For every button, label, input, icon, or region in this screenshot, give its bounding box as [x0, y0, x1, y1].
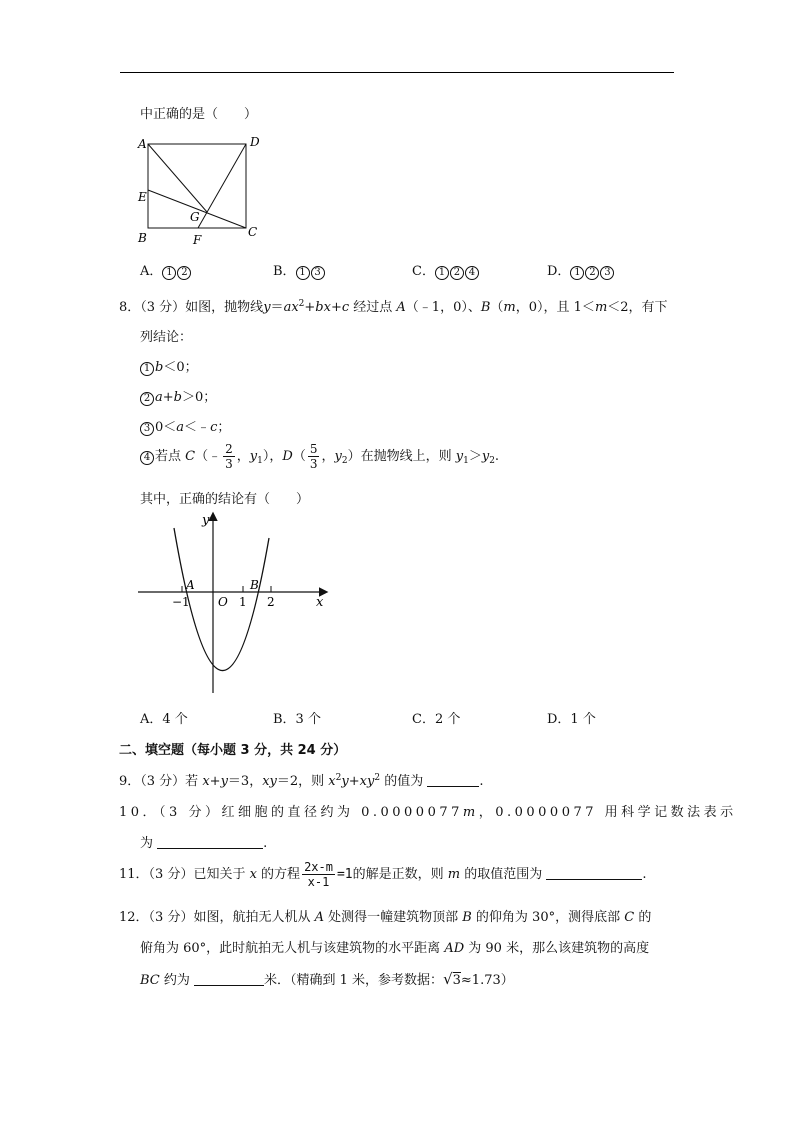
text: ，0.0000077 用科学记数法表示: [478, 805, 737, 820]
var: y: [263, 300, 271, 315]
text: ＝2，则: [276, 774, 329, 789]
text: ），: [262, 449, 283, 464]
tick-label-neg1: −1: [172, 595, 190, 609]
exponent: 2: [374, 773, 381, 783]
text: .: [263, 836, 268, 851]
q8-option-d[interactable]: D．1 个: [547, 712, 596, 727]
label-G: G: [190, 210, 200, 224]
text: 9．（3 分）若: [119, 774, 203, 789]
q7-option-a[interactable]: [140, 260, 192, 280]
circled-number: 2: [177, 266, 191, 280]
var: A: [396, 300, 406, 315]
op: +: [162, 390, 174, 405]
fraction-two-thirds: [223, 442, 235, 471]
label-D: D: [250, 135, 260, 149]
text: =1: [336, 867, 353, 882]
op: ＞: [468, 449, 482, 464]
text: 0＜: [155, 420, 177, 435]
text: 若点: [155, 449, 186, 464]
label-C: C: [248, 225, 258, 239]
var: C: [624, 910, 635, 925]
circled-number: 2: [450, 266, 464, 280]
segment-DF: [198, 144, 246, 228]
text: （: [490, 300, 504, 315]
exponent: 2: [335, 773, 342, 783]
text: 俯角为 60°，此时航拍无人机与该建筑物的水平距离: [140, 941, 445, 956]
var: y: [334, 449, 342, 464]
option-letter: D．: [547, 264, 571, 279]
circled-number: 3: [600, 266, 614, 280]
tick-label-1: 1: [239, 595, 247, 609]
text: ）在抛物线上，则: [347, 449, 456, 464]
q8-stem-line2: 列结论：: [140, 330, 193, 345]
var: b: [155, 360, 164, 375]
text: .: [494, 449, 500, 464]
q12-line1: [119, 906, 651, 925]
q8-option-c[interactable]: C．2 个: [412, 712, 461, 727]
text: （﹣1，0）、: [405, 300, 481, 315]
text: 为 90 米，那么该建筑物的高度: [464, 941, 650, 956]
var: A: [314, 910, 324, 925]
text: 12．（3 分）如图，航拍无人机从: [119, 910, 315, 925]
var: y: [220, 774, 228, 789]
option-letter: A．: [140, 264, 163, 279]
var: a: [155, 390, 163, 405]
text: 的仰角为 30°，测得底部: [471, 910, 625, 925]
var: m: [462, 805, 479, 820]
circled-number: 1: [570, 266, 584, 280]
text: 为: [140, 836, 158, 851]
numerator: 2: [225, 442, 233, 456]
q7-option-b[interactable]: [273, 260, 326, 280]
circled-number: 1: [140, 362, 154, 376]
var: y: [455, 449, 464, 464]
text: ，: [321, 449, 335, 464]
var: y: [481, 449, 490, 464]
var: B: [480, 300, 491, 315]
text: 米．（精确到 1 米，参考数据：: [264, 973, 444, 988]
var: c: [341, 300, 350, 315]
op: +: [209, 774, 221, 789]
q10-line1: [119, 801, 737, 820]
text: 的取值范围为: [460, 867, 547, 882]
point-label-a: A: [186, 578, 195, 592]
label-B: B: [138, 231, 147, 245]
var: y: [249, 449, 258, 464]
label-E: E: [138, 190, 147, 204]
var: BC: [140, 973, 160, 988]
text: ＜﹣: [184, 420, 211, 435]
text: 的值为: [380, 774, 428, 789]
text: 的方程: [256, 867, 301, 882]
text: （: [292, 449, 306, 464]
origin-label: O: [218, 595, 228, 609]
text: ≈1.73）: [460, 973, 514, 988]
text: （﹣: [195, 449, 222, 464]
tick-label-2: 2: [267, 595, 275, 609]
q8-option-b[interactable]: B．3 个: [273, 712, 321, 727]
op: +: [304, 300, 316, 315]
axis-label-x: x: [316, 595, 324, 610]
sqrt-radicand: 3: [452, 973, 461, 988]
q7-option-c[interactable]: [412, 260, 480, 280]
q7-option-d[interactable]: [547, 260, 615, 280]
var: y: [341, 774, 349, 789]
var: x: [328, 774, 336, 789]
text: 10．（3 分）红细胞的直径约为 0.0000077: [119, 805, 463, 820]
text: 11．（3 分）已知关于: [119, 867, 250, 882]
axis-label-y: y: [202, 513, 210, 528]
answer-blank[interactable]: [427, 774, 479, 787]
q8-stem-line1: [119, 296, 668, 315]
q12-line2: [140, 937, 649, 956]
var: a: [176, 420, 185, 435]
op: ＝: [270, 300, 284, 315]
text: ，: [236, 449, 250, 464]
q8-number: 8．（3 分）如图，抛物线: [119, 300, 264, 315]
var: m: [594, 300, 608, 315]
label-A: A: [138, 137, 147, 151]
var: m: [503, 300, 516, 315]
circled-number: 3: [311, 266, 325, 280]
numerator: 5: [309, 442, 318, 456]
point-label-b: B: [250, 578, 259, 592]
var: xy: [359, 774, 375, 789]
var: C: [185, 449, 196, 464]
var: m: [447, 867, 461, 882]
circled-number: 2: [140, 392, 154, 406]
denominator: 3: [309, 457, 318, 471]
text: 的解是正数，则: [352, 867, 448, 882]
text: 的: [634, 910, 652, 925]
var: D: [282, 449, 293, 464]
text: ；: [217, 420, 231, 435]
fraction-five-thirds: [308, 442, 320, 471]
option-letter: C．: [412, 264, 435, 279]
section-heading: 二、填空题（每小题 3 分，共 24 分）: [119, 743, 347, 758]
circled-number: 2: [585, 266, 599, 280]
var: bx: [315, 300, 331, 315]
sqrt-sign: √: [443, 970, 453, 988]
q8-claim-3: [140, 416, 230, 436]
q12-line3: [140, 969, 514, 988]
var: x: [249, 867, 257, 882]
text: 经过点: [349, 300, 397, 315]
q7-figure: [130, 130, 270, 250]
text: 约为: [159, 973, 195, 988]
circled-number: 3: [140, 422, 154, 436]
text: ＞0；: [182, 390, 217, 405]
label-F: F: [193, 233, 202, 247]
var: B: [462, 910, 472, 925]
subscript: 2: [489, 456, 495, 466]
option-letter: B．: [273, 264, 296, 279]
op: +: [348, 774, 360, 789]
var: c: [210, 420, 218, 435]
text: .: [479, 774, 484, 789]
circled-number: 1: [435, 266, 449, 280]
q8-claim-2: [140, 386, 216, 406]
var: AD: [444, 941, 465, 956]
header-rule: [120, 72, 674, 73]
subscript: 1: [463, 456, 469, 466]
var: b: [173, 390, 182, 405]
numerator: 2x-m: [304, 860, 333, 874]
var: xy: [262, 774, 277, 789]
var: ax: [283, 300, 299, 315]
circled-number: 4: [140, 451, 154, 465]
q9: [119, 770, 483, 789]
op: +: [330, 300, 342, 315]
answer-blank[interactable]: [157, 836, 263, 849]
q8-question: 其中，正确的结论有（ ）: [140, 492, 310, 507]
text: ＝3，: [227, 774, 263, 789]
q8-option-a[interactable]: A．4 个: [140, 712, 188, 727]
denominator: x-1: [307, 875, 330, 889]
q10-line2: [140, 832, 267, 851]
exponent: 2: [298, 299, 305, 309]
circled-number: 1: [296, 266, 310, 280]
denominator: 3: [225, 457, 233, 471]
circled-number: 1: [162, 266, 176, 280]
equation-fraction: [302, 860, 335, 889]
q8-claim-1: [140, 356, 198, 376]
circled-number: 4: [465, 266, 479, 280]
subscript: 2: [341, 456, 348, 466]
var: x: [202, 774, 210, 789]
answer-blank[interactable]: [546, 867, 642, 880]
text: .: [642, 867, 647, 882]
text: ＜2，有下: [607, 300, 668, 315]
text: ＜0；: [163, 360, 198, 375]
text: ，0），且 1＜: [515, 300, 595, 315]
q11: [119, 860, 647, 889]
subscript: 1: [257, 456, 263, 466]
q8-claim-4: [140, 442, 499, 471]
answer-blank[interactable]: [194, 973, 264, 986]
text: 处测得一幢建筑物顶部: [323, 910, 463, 925]
q8-parabola-graph: [136, 508, 336, 698]
q7-tail: 中正确的是（ ）: [140, 107, 258, 122]
